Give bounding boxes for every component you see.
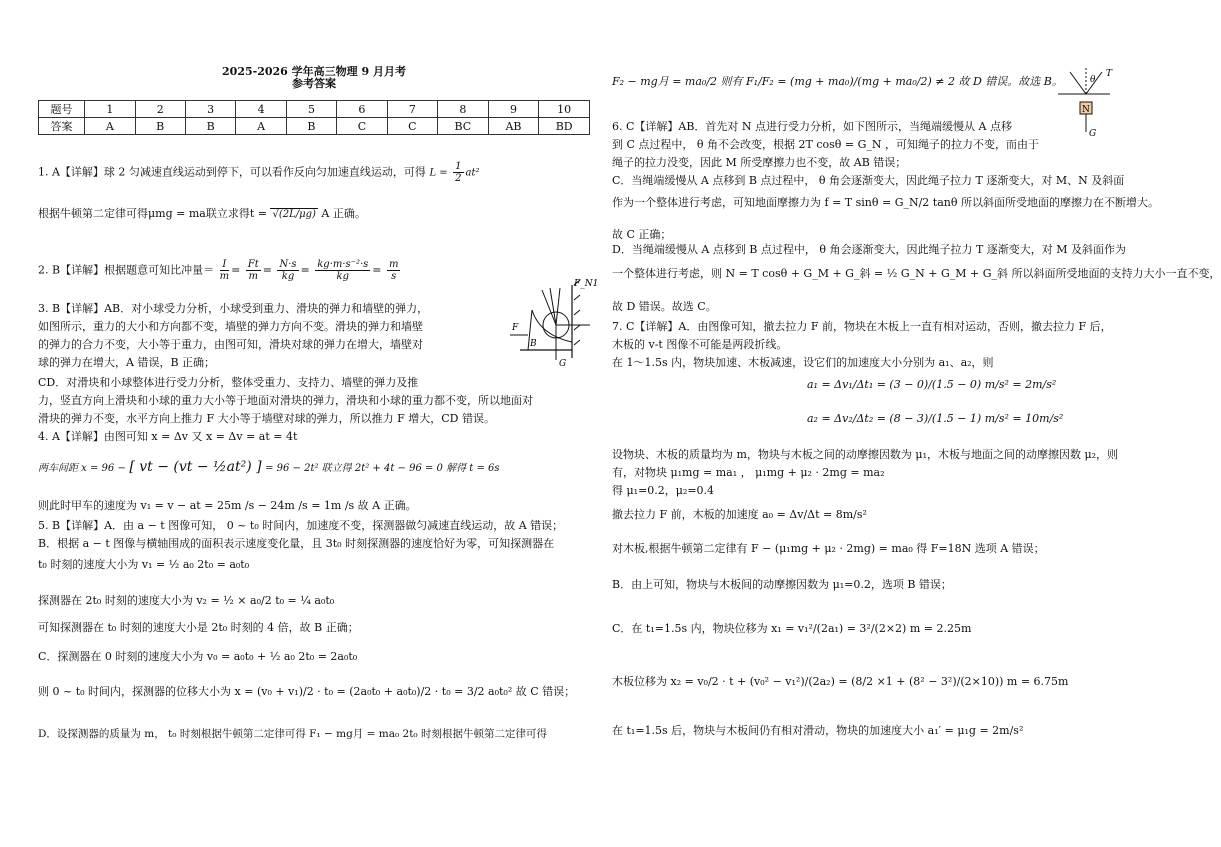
page-title: 2025-2026 学年高三物理 9 月月考 [222, 65, 406, 78]
q1-line-b2: A 正确。 [321, 207, 366, 220]
q1-fraction-half: $\frac{1}{2}$ [455, 161, 462, 184]
label-g: G [1089, 129, 1097, 139]
left-column [38, 0, 599, 847]
q4-line-a: 4. A【详解】由图可知 x = Δv 又 x = Δv = at = 4t [38, 430, 298, 443]
table-cell: B [185, 118, 235, 135]
table-cell: C [387, 118, 437, 135]
support-force-arrow [550, 288, 556, 325]
table-cell: C [337, 118, 387, 135]
q5-line-h: D．设探测器的质量为 m， t₀ 时刻根据牛顿第二定律可得 F₁ − mg月 = ma₀ 2t₀ 时刻根据牛顿第二定律可得 [38, 728, 547, 740]
q2-line: 2. B【详解】根据题意可知比冲量＝ [38, 263, 215, 277]
wall-hatch [574, 295, 580, 300]
q1-line-a: 1. A【详解】球 2 匀减速直线运动到停下，可以看作反向匀加速直线运动，可得 [38, 165, 426, 179]
q5-line-b: B．根据 a − t 图像与横轴围成的面积表示速度变化量，且 3t₀ 时刻探测器的速度恰好为零，可知探测器在 [38, 537, 555, 550]
q2-text: 2. B【详解】根据题意可知比冲量＝ $\frac{I}{m}$ = $\frac{Ft}{m}$ = $\frac{N\cdot s}{kg}$ = $\frac{\text{kg·m·s⁻²·s}}{kg}$ = $\frac{m}{s}$ [38, 259, 399, 282]
table-cell: 10 [539, 101, 590, 118]
answer-table [38, 100, 590, 135]
q5-line-a: 5. B【详解】A．由 a − t 图像可知， 0 ~ t₀ 时间内，加速度不变，探测器做匀减速直线运动，故 A 错误； [38, 519, 564, 532]
q6-force-diagram [1058, 64, 1124, 138]
label-n: N [1082, 105, 1090, 115]
table-cell: 6 [337, 101, 387, 118]
support-force-arrow [556, 288, 560, 325]
table-cell: 9 [488, 101, 539, 118]
left-tension-arrow [1070, 72, 1086, 94]
q6-line-c: 绳子的拉力没变，因此 M 所受摩擦力也不变，故 AB 错误； [612, 156, 907, 169]
q1-conclusion [38, 205, 366, 224]
q7-line-c: 在 1～1.5s 内，物块加速、木板减速，设它们的加速度大小分别为 a₁、a₂，则 [612, 356, 994, 369]
label-theta: θ [1090, 75, 1096, 85]
q7-line-m: 木板位移为 x₂ = v₀/2 · t + (v₀² − v₁²)/(2a₂) = (8/2 ×1 + (8² − 3²)/(2×10)) m = 6.75m [612, 675, 1069, 688]
q7-line-l: C．在 t₁=1.5s 内，物块位移为 x₁ = v₁²/(2a₁) = 3²/(2×2) m = 2.25m [612, 622, 972, 635]
table-cell: B [135, 118, 185, 135]
wall-hatch [574, 325, 580, 330]
table-cell: BD [539, 118, 590, 135]
q7-line-i: 撤去拉力 F 前，木板的加速度 a₀ = Δv/Δt = 8m/s² [612, 508, 867, 521]
table-cell: BC [438, 118, 489, 135]
table-cell: B [286, 118, 336, 135]
q1-line-b: 根据牛顿第二定律可得μmg = ma联立求得t = [38, 207, 267, 220]
q4-formula-b: = 96 − 2t² 联立得 2t² + 4t − 96 = 0 解得 t = 6s [265, 463, 500, 474]
q3-force-diagram [480, 279, 599, 370]
q6-line-i: 故 D 错误。故选 C。 [612, 300, 717, 313]
q5-line-i: F₂ − mg月 = ma₀/2 则有 F₁/F₂ = (mg + ma₀)/(mg + ma₀/2) ≠ 2 故 D 错误。故选 B。 [612, 75, 1063, 88]
q7-line-b: 木板的 v-t 图像不可能是两段折线。 [612, 338, 788, 351]
q1-sqrt: √(2L/μg) [272, 209, 316, 220]
table-cell: 5 [286, 101, 336, 118]
right-column [612, 0, 1221, 847]
q2-fraction-2: $\frac{Ft}{m}$ [247, 259, 259, 282]
q6-line-a: 6. C【详解】AB．首先对 N 点进行受力分析，如下图所示，当绳端缓慢从 A 点移 [612, 120, 1012, 133]
table-cell: A [85, 118, 135, 135]
q2-fraction-3: $\frac{N\cdot s}{kg}$ [279, 259, 297, 282]
table-cell: 2 [135, 101, 185, 118]
q7-line-n: 在 t₁=1.5s 后，物块与木板间仍有相对滑动，物块的加速度大小 a₁′ = μ₁g = 2m/s² [612, 724, 1024, 737]
q4-line-c: 则此时甲车的速度为 v₁ = v − at = 25m /s − 24m /s = 1m /s 故 A 正确。 [38, 499, 417, 512]
q1-formula-l: L = [429, 167, 448, 179]
q1-formula-at: at² [465, 167, 480, 179]
table-header-number: 题号 [39, 101, 85, 118]
q7-line-k: B．由上可知，物块与木板间的动摩擦因数为 μ₁=0.2，选项 B 错误； [612, 578, 952, 591]
q6-line-g: D．当绳端缓慢从 A 点移到 B 点过程中， θ 角会逐渐变大，因此绳子拉力 T 逐渐变大，对 M 及斜面作为 [612, 243, 1127, 256]
q4-line-b [38, 458, 500, 478]
q5-line-c: t₀ 时刻的速度大小为 v₁ = ½ a₀ 2t₀ = a₀t₀ [38, 558, 250, 571]
table-cell: 1 [85, 101, 135, 118]
q1-text [38, 161, 480, 184]
q7-line-h: 得 μ₁=0.2，μ₂=0.4 [612, 484, 715, 497]
table-cell: 3 [185, 101, 235, 118]
q3-line-c: 的弹力的合力不变，大小等于重力，由图可知，滑块对球的弹力在增大，墙壁对 [38, 338, 423, 351]
q3-line-a: 3. B【详解】AB．对小球受力分析，小球受到重力、滑块的弹力和墙壁的弹力， [38, 302, 429, 315]
q6-line-b: 到 C 点过程中， θ 角不会改变，根据 2T cosθ = G_N ，可知绳子的拉力不变，而由于 [612, 138, 1040, 151]
label-f: F [512, 323, 519, 333]
q5-line-g: 则 0 ~ t₀ 时间内，探测器的位移大小为 x = (v₀ + v₁)/2 · t₀ = (2a₀t₀ + a₀t₀)/2 · t₀ = 3/2 a₀t₀² 故 C 错误； [38, 685, 576, 698]
q7-line-g: 有，对物块 μ₁mg = ma₁ ， μ₁mg + μ₂ · 2mg = ma₂ [612, 466, 885, 479]
q6-line-h: 一个整体进行考虑，则 N = T cosθ + G_M + G_斜 = ½ G_N + G_M + G_斜 所以斜面所受地面的支持力大小一直不变， [612, 267, 1221, 280]
table-header-answer: 答案 [39, 118, 85, 135]
q6-line-d: C．当绳端缓慢从 A 点移到 B 点过程中， θ 角会逐渐变大，因此绳子拉力 T 逐渐变大，对 M、N 及斜面 [612, 174, 1125, 187]
q3-line-d: 球的弹力在增大，A 错误，B 正确； [38, 356, 216, 369]
q7-line-d: a₁ = Δv₁/Δt₁ = (3 − 0)/(1.5 − 0) m/s² = 2m/s² [807, 378, 1057, 391]
table-cell: 8 [438, 101, 489, 118]
q2-fraction-5: $\frac{m}{s}$ [389, 259, 399, 282]
wall-hatch [574, 310, 580, 315]
q4-bracket: [ vt − (vt − ½at²) ] [129, 459, 262, 475]
answer-table-answer-row [39, 118, 590, 135]
label-b: B [530, 339, 537, 349]
q2-fraction-1: $\frac{I}{m}$ [219, 259, 230, 282]
answer-table-number-row [39, 101, 590, 118]
q2-fraction-4: $\frac{\text{kg·m·s⁻²·s}}{kg}$ [317, 259, 369, 282]
q7-line-j: 对木板,根据牛顿第二定律有 F − (μ₁mg + μ₂ · 2mg) = ma₀ 得 F=18N 选项 A 错误； [612, 542, 1045, 555]
q7-line-a: 7. C【详解】A．由图像可知，撤去拉力 F 前，物块在木板上一直有相对运动，否则，撤去拉力 F 后， [612, 320, 1112, 333]
page-subtitle: 参考答案 [292, 77, 336, 90]
table-cell: 7 [387, 101, 437, 118]
table-cell: AB [488, 118, 539, 135]
q5-line-f: C．探测器在 0 时刻的速度大小为 v₀ = a₀t₀ + ½ a₀ 2t₀ = 2a₀t₀ [38, 650, 358, 663]
q3-line-b: 如图所示，重力的大小和方向都不变，墙壁的弹力方向不变。滑块的弹力和墙壁 [38, 320, 423, 333]
label-g: G [559, 359, 567, 369]
q7-line-f: 设物块、木板的质量均为 m，物块与木板之间的动摩擦因数为 μ₁，木板与地面之间的动摩擦因数 μ₂，则 [612, 448, 1119, 461]
q3-line-g: 滑块的弹力不变，水平方向上推力 F 大小等于墙壁对球的弹力，所以推力 F 增大，CD 错误。 [38, 412, 495, 425]
q5-line-e: 可知探测器在 t₀ 时刻的速度大小是 2t₀ 时刻的 4 倍，故 B 正确； [38, 621, 359, 634]
q5-line-d: 探测器在 2t₀ 时刻的速度大小为 v₂ = ½ × a₀/2 t₀ = ¼ a₀t₀ [38, 594, 335, 607]
q3-line-f: 力，竖直方向上滑块和小球的重力大小等于地面对滑块的弹力，滑块和小球的重力都不变，所以地面对 [38, 394, 533, 407]
table-cell: A [236, 118, 286, 135]
label-fn1: F_N1 [574, 279, 599, 289]
q3-line-e: CD．对滑块和小球整体进行受力分析，整体受重力、支持力、墙壁的弹力及推 [38, 376, 419, 389]
q7-line-e: a₂ = Δv₂/Δt₂ = (8 − 3)/(1.5 − 1) m/s² = 10m/s² [807, 412, 1064, 425]
q4-formula-a: 两车间距 x = 96 − [38, 463, 126, 474]
table-cell: 4 [236, 101, 286, 118]
label-t: T [1106, 69, 1113, 79]
wall-hatch [574, 340, 580, 345]
q6-line-f: 故 C 正确； [612, 228, 672, 241]
q6-line-e: 作为一个整体进行考虑，可知地面摩擦力为 f = T sinθ = G_N/2 tanθ 所以斜面所受地面的摩擦力在不断增大。 [612, 196, 1159, 209]
